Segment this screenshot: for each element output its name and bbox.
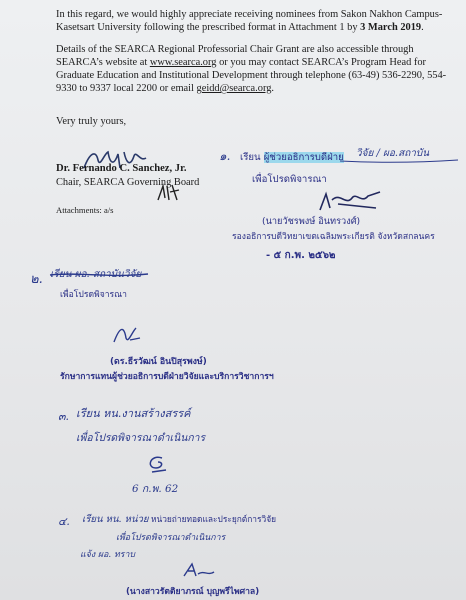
endorsement-2-purpose: เพื่อโปรดพิจารณา	[60, 290, 127, 300]
endorsement-2-strikethrough	[48, 270, 152, 280]
endorsement-4-printed-unit: หน่วยถ่ายทอดและประยุกต์การวิจัย	[150, 514, 277, 524]
endorsement-3-line-1: เรียน หน.งานสร้างสรรค์	[76, 407, 191, 420]
endorsement-2-recipient: เรียน ผอ. สถาบันวิจัย	[50, 269, 142, 280]
paragraph-2-line-4	[56, 82, 274, 95]
endorsement-1-signer-position: รองอธิการบดีวิทยาเขตเฉลิมพระเกียรติ จังหวัดสกลนคร	[232, 232, 435, 242]
paragraph-2-text-c: 9330 to 9337 local 2200 or email	[56, 83, 197, 94]
paragraph-2-line-2	[56, 56, 426, 69]
endorsement-4-line-3: แจ้ง ผอ. ทราบ	[80, 550, 135, 560]
endorsement-1-date: - ๕ ก.พ. ๒๕๖๒	[266, 250, 336, 261]
endorsement-4-line-1	[82, 512, 276, 527]
initials-mark	[155, 182, 181, 204]
signer-title: Chair, SEARCA Governing Board	[56, 177, 200, 188]
endorsement-1-signer-name: (นายวัชรพงษ์ อินทรวงศ์)	[262, 216, 361, 227]
paragraph-1-text: Kasetsart University following the prescribed format in Attachment 1 by	[56, 22, 361, 33]
endorsement-1-purpose: เพื่อโปรดพิจารณา	[252, 174, 327, 185]
endorsement-1-salutation	[240, 150, 344, 165]
endorsement-3-signature	[144, 452, 170, 478]
geidd-email-link[interactable]: geidd@searca.org	[196, 83, 272, 94]
endorsement-2-signature	[110, 322, 144, 348]
endorsement-3-number: ๓.	[58, 410, 70, 423]
endorsement-1-to: เรียน	[240, 152, 261, 163]
paragraph-1-line-1: In this regard, we would highly appreciate receiving nominees from Sakon Nakhon Campus-	[56, 9, 443, 20]
paragraph-2-line-3: Graduate Education and Institutional Development through telephone (63-49) 536-2290, 554-	[56, 70, 447, 81]
endorsement-1-signature	[316, 186, 386, 216]
endorsement-4-signer-name: (นางสาวรัตติยาภรณ์ บุญพรีไพศาล)	[126, 587, 260, 597]
closing-salutation: Very truly yours,	[56, 116, 127, 127]
endorsement-4-handwritten-recipient: เรียน หน. หน่วย	[82, 514, 149, 525]
deadline-date: 3 March 2019	[360, 22, 422, 33]
endorsement-2-signer-position: รักษาการแทนผู้ช่วยอธิการบดีฝ่ายวิจัยและบริการวิชาการฯ	[60, 372, 274, 382]
endorsement-2-signer-name: (ดร.ธีรวัฒน์ อินปิสุรพงษ์)	[110, 357, 207, 367]
paragraph-1-line-2	[56, 21, 424, 34]
signer-name: Dr. Fernando C. Sanchez, Jr.	[56, 163, 187, 174]
paragraph-2-text-b: or you may contact SEARCA’s Program Head for	[216, 57, 426, 68]
endorsement-1-number: ๑.	[219, 149, 231, 163]
paragraph-2-period: .	[271, 83, 275, 94]
endorsement-2-number: ๒.	[30, 272, 43, 287]
endorsement-4-signature	[180, 562, 216, 580]
endorsement-3-line-2: เพื่อโปรดพิจารณาดำเนินการ	[76, 432, 206, 444]
endorsement-4-line-2: เพื่อโปรดพิจารณาดำเนินการ	[116, 533, 226, 543]
attachments-note: Attachments: a/s	[56, 205, 114, 215]
paragraph-2-line-1: Details of the SEARCA Regional Professorial Chair Grant are also accessible through	[56, 44, 414, 55]
endorsement-3-date: 6 ก.พ. 62	[132, 483, 179, 495]
endorsement-1-highlighted-recipient: ผู้ช่วยอธิการบดีฝ่าย	[263, 152, 344, 163]
paragraph-1-period: .	[421, 22, 424, 33]
endorsement-1-handwritten-recipient: วิจัย / ผอ.สถาบัน	[356, 148, 430, 159]
searca-website-link[interactable]: www.searca.org	[149, 57, 217, 68]
paragraph-2-text-a: SEARCA’s website at	[56, 57, 150, 68]
endorsement-1-underline	[338, 158, 460, 164]
endorsement-4-number: ๔.	[58, 515, 70, 528]
